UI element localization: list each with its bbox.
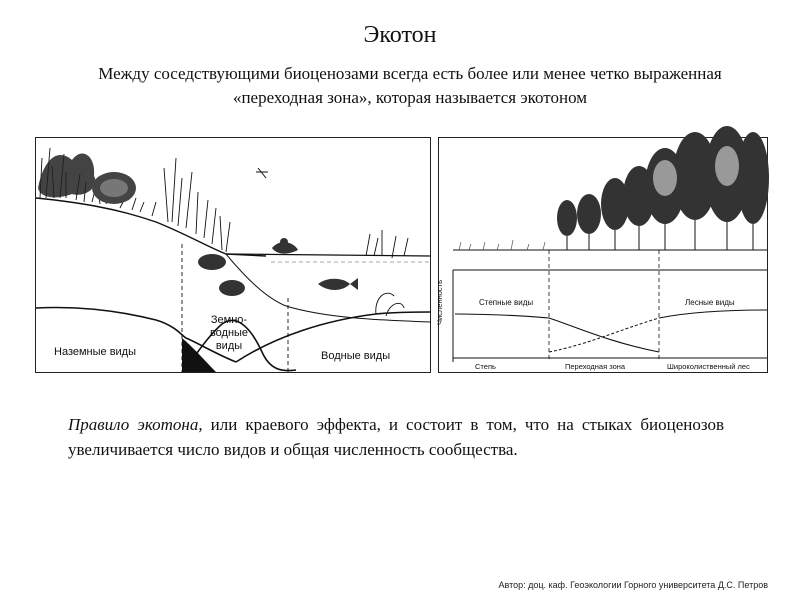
y-axis-label: Численность xyxy=(435,279,445,326)
amphibious-label-line-3: виды xyxy=(215,340,243,352)
ecotone-forest-steppe-figure xyxy=(435,137,768,373)
amphibious-label-line-2: водные xyxy=(209,327,249,339)
forest-steppe-illustration xyxy=(439,138,767,372)
x-label-steppe: Степь xyxy=(475,362,496,371)
rule-term: Правило экотона, xyxy=(68,415,203,434)
x-label-transition-zone: Переходная зона xyxy=(565,362,626,371)
x-label-forest: Широколиственный лес xyxy=(667,362,750,371)
steppe-species-label: Степные виды xyxy=(479,298,534,307)
land-species-label: Наземные виды xyxy=(54,346,137,358)
forest-species-label: Лесные виды xyxy=(685,298,735,307)
author-credit: Автор: доц. каф. Геоэкологии Горного университета Д.С. Петров xyxy=(498,580,768,590)
ecotone-rule-paragraph xyxy=(68,412,724,462)
water-species-label: Водные виды xyxy=(321,350,391,362)
rule-text: или краевого эффекта, и состоит в том, что на стыках биоценозов увеличивается число видов и общая численность сообщества. xyxy=(68,415,724,459)
amphibious-label-line-1: Земно- xyxy=(210,314,248,326)
slide-subtitle: Между соседствующими биоценозами всегда есть более или менее четко выраженная «переходная зона», которая называется экотоном xyxy=(98,64,722,107)
amphibious-species-label xyxy=(202,314,256,353)
slide-title: Экотон xyxy=(363,22,437,48)
ecotone-shore-figure xyxy=(35,137,431,373)
